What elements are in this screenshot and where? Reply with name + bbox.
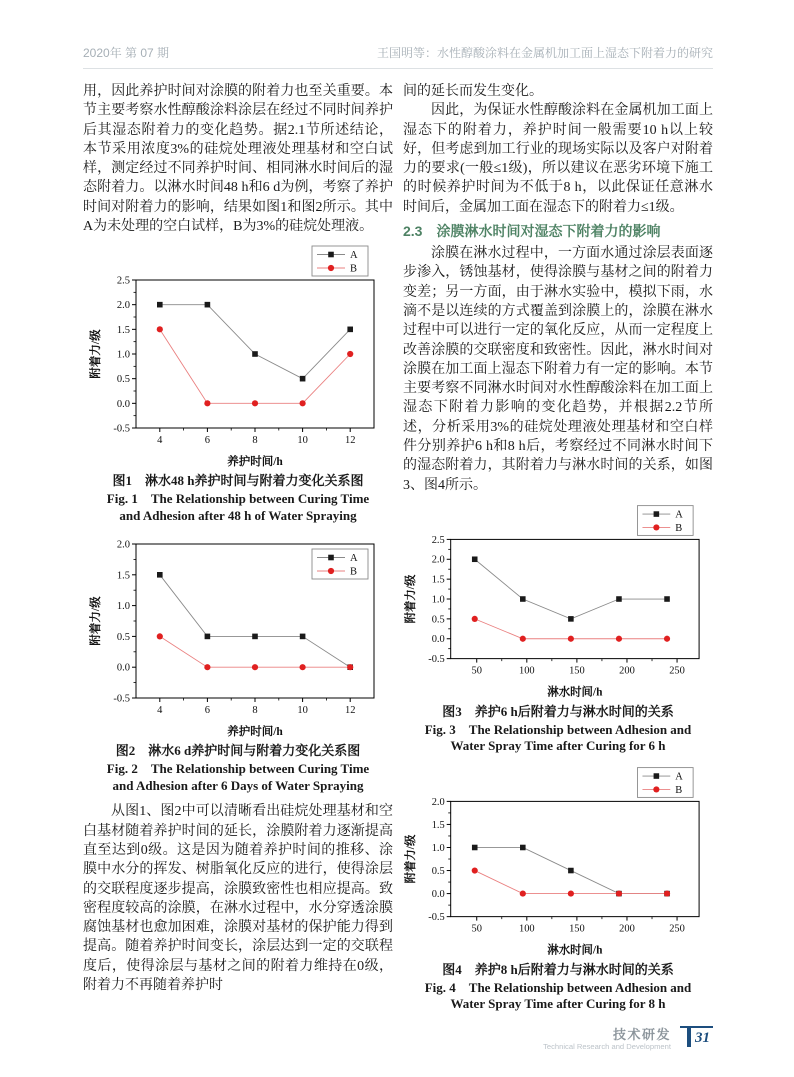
svg-text:10: 10 <box>297 435 308 447</box>
svg-text:B: B <box>350 263 358 275</box>
header-issue: 2020年 第 07 期 <box>83 46 170 60</box>
svg-text:-0.5: -0.5 <box>428 912 445 924</box>
figure2-chart <box>83 532 393 740</box>
svg-text:A: A <box>350 250 358 262</box>
svg-text:1.5: 1.5 <box>116 325 130 337</box>
svg-text:2.0: 2.0 <box>431 554 445 566</box>
svg-text:6: 6 <box>204 705 211 717</box>
svg-text:10: 10 <box>297 705 308 717</box>
svg-text:8: 8 <box>252 435 258 447</box>
svg-text:附着力/级: 附着力/级 <box>90 596 102 646</box>
svg-text:0.0: 0.0 <box>116 399 130 411</box>
figure2-caption-en: Fig. 2 The Relationship between Curing Time and Adhesion after 6 Days of Water Spraying <box>106 761 370 793</box>
svg-text:0.5: 0.5 <box>116 632 130 644</box>
footer-department <box>543 1026 671 1052</box>
svg-text:2.5: 2.5 <box>116 275 130 287</box>
figure4-caption-en: Fig. 4 The Relationship between Adhesion and Water Spray Time after Curing for 8 h <box>424 979 692 1012</box>
page-number: 31 <box>695 1030 710 1046</box>
svg-text:8: 8 <box>252 705 258 717</box>
svg-text:-0.5: -0.5 <box>113 693 130 705</box>
svg-text:1.0: 1.0 <box>116 601 130 613</box>
page-footer <box>543 1026 713 1052</box>
section-heading-2-3: 2.3 涂膜淋水时间对湿态下附着力的影响 <box>403 223 661 240</box>
svg-text:100: 100 <box>518 923 535 935</box>
svg-text:4: 4 <box>157 435 163 447</box>
svg-text:淋水时间/h: 淋水时间/h <box>547 944 603 957</box>
svg-text:200: 200 <box>619 665 635 677</box>
svg-text:0.5: 0.5 <box>431 865 445 877</box>
body-paragraph: 用，因此养护时间对涂膜的附着力也至关重要。本节主要考察水性醇酸涂料涂层在经过不同时间养护后其湿态附着力的变化趋势。据2.1节所述结论，本节采用浓度3%的硅烷处理液处理基材和空白试样，测定经过不同养护时间、相同淋水时间后的湿态附着力。以淋水时间48 h和6 d为例，考察了养护时间对附着力的影响，结果如图1和图2所示。其中A为未处理的空白试样，B为3%的硅烷处理液。 <box>83 84 393 235</box>
body-paragraph: 涂膜在淋水过程中，一方面水通过涂层表面逐步渗入，锈蚀基材，使得涂膜与基材之间的附着力变差；另一方面，由于淋水实验中，模拟下雨，水滴不是以连续的方式覆盖到涂膜上的，涂膜在淋水过程中可以进行一定的氧化反应，从而一定程度上改善涂膜的交联密度和致密性。因此，淋水时间对涂膜在加工面上湿态下附着力有一定的影响。本节主要考察不同淋水时间对水性醇酸涂料在加工面上湿态下附着力影响的变化趋势，并根据2.2节所述，分析采用3%的硅烷处理液处理基材和空白样件分别养护6 h和8 h后，考察经过不同淋水时间下的湿态附着力，其附着力与淋水时间的关系，如图3、图4所示。 <box>403 246 713 493</box>
svg-text:1.0: 1.0 <box>116 349 130 361</box>
figure3-caption-en: Fig. 3 The Relationship between Adhesion and Water Spray Time after Curing for 6 h <box>424 721 692 754</box>
figure3-caption-cn: 图3 养护6 h后附着力与淋水时间的关系 <box>442 703 674 719</box>
svg-text:A: A <box>350 553 358 565</box>
svg-text:-0.5: -0.5 <box>428 654 445 666</box>
figure1-caption-en: Fig. 1 The Relationship between Curing Time and Adhesion after 48 h of Water Spraying <box>106 491 370 523</box>
svg-text:B: B <box>350 566 358 578</box>
svg-text:养护时间/h: 养护时间/h <box>227 726 283 739</box>
svg-text:养护时间/h: 养护时间/h <box>227 456 283 469</box>
figure2-caption-cn: 图2 淋水6 d养护时间与附着力变化关系图 <box>115 743 361 759</box>
svg-text:100: 100 <box>518 665 535 677</box>
svg-text:12: 12 <box>344 435 356 447</box>
svg-text:2.0: 2.0 <box>116 300 130 312</box>
figure1-chart <box>83 242 393 470</box>
footer-department-cn: 技术研发 <box>612 1027 671 1042</box>
svg-text:1.5: 1.5 <box>116 570 130 582</box>
svg-text:淋水时间/h: 淋水时间/h <box>547 686 603 699</box>
svg-text:2.0: 2.0 <box>116 539 130 551</box>
svg-text:0.0: 0.0 <box>116 663 130 675</box>
page-header <box>83 44 713 69</box>
svg-text:4: 4 <box>157 705 163 717</box>
body-paragraph: 从图1、图2中可以清晰看出硅烷处理基材和空白基材随着养护时间的延长，涂膜附着力逐渐提高直至达到0级。这是因为随着养护时间的推移、涂膜中水分的挥发、树脂氧化反应的进行，使得涂层的交联程度逐步提高，涂膜致密性也相应提高。致密程度较高的涂膜，在淋水过程中，水分穿透涂膜腐蚀基材也愈加困难，涂膜对基材的保护能力得到提高。随着养护时间变长，涂层达到一定的交联程度后，使得涂层与基材之间的附着力维持在0级，附着力不再随着养护时 <box>83 804 393 994</box>
svg-text:0.5: 0.5 <box>431 614 445 626</box>
svg-text:2.0: 2.0 <box>431 796 445 808</box>
svg-text:0.0: 0.0 <box>431 889 445 901</box>
footer-department-en: Technical Research and Development <box>543 1042 671 1051</box>
svg-text:12: 12 <box>344 705 356 717</box>
svg-text:附着力/级: 附着力/级 <box>90 329 102 379</box>
svg-text:150: 150 <box>569 665 585 677</box>
svg-text:1.5: 1.5 <box>431 819 445 831</box>
svg-text:0.5: 0.5 <box>116 374 130 386</box>
body-paragraph: 因此，为保证水性醇酸涂料在金属机加工面上湿态下的附着力，养护时间一般需要10 h以上较好，但考虑到加工行业的现场实际以及客户对附着力的要求(一般≤1级)，所以建议在恶劣环境下施工的时候养护时间为不低于8 h，以此保证任意淋水时间后，金属加工面在湿态下的附着力≤1级。 <box>403 103 713 215</box>
svg-text:附着力/级: 附着力/级 <box>404 834 417 884</box>
svg-text:1.5: 1.5 <box>431 574 445 586</box>
left-column <box>83 82 393 1021</box>
figure4-caption-cn: 图4 养护8 h后附着力与淋水时间的关系 <box>442 961 674 977</box>
svg-text:150: 150 <box>569 923 585 935</box>
body-paragraph: 间的延长而发生变化。 <box>403 84 543 99</box>
svg-text:2.5: 2.5 <box>431 534 445 546</box>
svg-text:-0.5: -0.5 <box>113 423 130 435</box>
svg-text:B: B <box>675 522 683 534</box>
page-number-block <box>680 1026 713 1048</box>
svg-text:50: 50 <box>471 665 482 677</box>
figure1-caption-cn: 图1 淋水48 h养护时间与附着力变化关系图 <box>112 473 364 489</box>
svg-text:50: 50 <box>471 923 482 935</box>
svg-text:6: 6 <box>204 435 211 447</box>
svg-text:A: A <box>675 771 683 783</box>
right-column <box>403 82 713 1021</box>
svg-text:A: A <box>675 509 683 521</box>
svg-text:1.0: 1.0 <box>431 594 445 606</box>
two-column-body <box>83 82 713 1021</box>
header-running-title: 王国明等：水性醇酸涂料在金属机加工面上湿态下附着力的研究 <box>376 46 713 60</box>
svg-text:250: 250 <box>669 923 685 935</box>
svg-text:B: B <box>675 784 683 796</box>
svg-text:0.0: 0.0 <box>431 634 445 646</box>
figure3-chart <box>403 501 713 701</box>
svg-text:1.0: 1.0 <box>431 842 445 854</box>
svg-text:250: 250 <box>669 665 685 677</box>
svg-text:附着力/级: 附着力/级 <box>404 574 417 624</box>
figure4-chart <box>403 763 713 959</box>
svg-text:200: 200 <box>619 923 635 935</box>
